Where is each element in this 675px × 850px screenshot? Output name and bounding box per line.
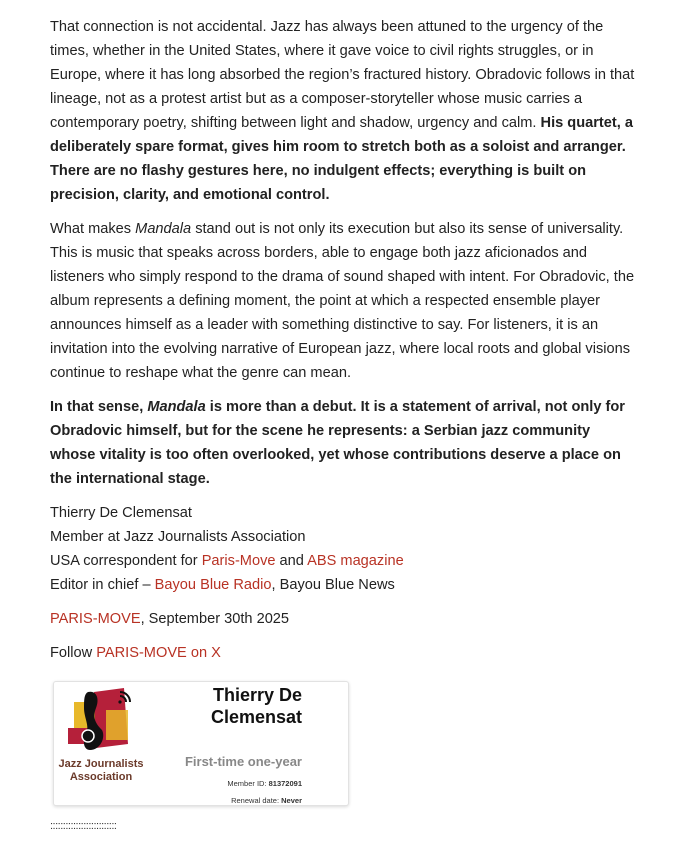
text-segment: What makes <box>50 221 136 237</box>
org-name: Jazz Journalists Association <box>58 758 144 783</box>
text-segment: and <box>275 553 308 569</box>
text-segment: , Bayou Blue News <box>271 577 395 593</box>
paragraph <box>50 395 635 491</box>
member-name: Thierry De Clemensat <box>210 685 302 727</box>
text-segment: is more than a debut. It is a statement of arrival, not only for Obradovic himself, but for the scene he represents: a Serbian jazz community whose vitality is too often overlooked, yet whose contributions deserve a place on the international stage. <box>50 399 625 487</box>
link[interactable]: Paris-Move <box>201 553 276 569</box>
renewal-label: Renewal date: <box>231 796 282 805</box>
member-id <box>227 779 302 788</box>
signature-line <box>50 525 635 549</box>
member-id-label: Member ID: <box>227 779 269 788</box>
follow-line <box>50 641 635 665</box>
member-id-value: 81372091 <box>268 779 302 788</box>
paragraph <box>50 15 635 207</box>
signature-line <box>50 549 635 573</box>
text-segment: Thierry De Clemensat <box>50 505 192 521</box>
renewal-date <box>231 796 302 805</box>
text-segment: stand out is not only its execution but also its sense of universality. This is music that speaks across borders, able to engage both jazz aficionados and listeners who simply respond to the drama of sound shaped with intent. For Obradovic, the album represents a defining moment, the point at which a respected ensemble player announces himself as a leader with something distinctive to say. For listeners, it is an invitation into the evolving narrative of European jazz, where local roots and global visions continue to reshape what the genre can mean. <box>50 221 635 381</box>
paragraph <box>50 217 635 385</box>
text-segment: Editor in chief – <box>50 577 155 593</box>
link[interactable]: PARIS-MOVE on X <box>96 645 221 661</box>
separator: :::::::::::::::::::::::::: <box>50 820 117 832</box>
text-segment: Member at Jazz Journalists Association <box>50 529 306 545</box>
text-segment: His quartet, a deliberately spare format, gives him room to stretch both as a soloist and arranger. There are no flashy gestures here, no indulgent effects; everything is built on precision, clarity, and emotional control. <box>50 115 633 203</box>
text-segment: Mandala <box>147 399 206 415</box>
link[interactable]: ABS magazine <box>307 553 404 569</box>
dateline <box>50 607 635 631</box>
text-segment: In that sense, <box>50 399 148 415</box>
link[interactable]: PARIS-MOVE <box>50 611 141 627</box>
article-body <box>50 15 635 675</box>
text-segment: That connection is not accidental. Jazz has always been attuned to the urgency of the times, whether in the United States, where it gave voice to civil rights struggles, or in Europe, where it has long absorbed the region’s fractured history. Obradovic follows in that lineage, not as a protest artist but as a composer-storyteller whose music carries a contemporary poetry, shifting between light and shadow, urgency and calm. <box>50 19 635 131</box>
author-signature <box>50 501 635 597</box>
jja-logo <box>66 688 136 758</box>
member-card <box>53 681 349 806</box>
link[interactable]: Bayou Blue Radio <box>154 577 272 593</box>
membership-tier: First-time one-year <box>184 754 302 769</box>
text-segment: Mandala <box>135 221 192 237</box>
text-segment: Follow <box>50 645 97 661</box>
text-segment: , September 30th 2025 <box>140 611 290 627</box>
text-segment: USA correspondent for <box>50 553 202 569</box>
signature-line <box>50 573 635 597</box>
signature-line <box>50 501 635 525</box>
renewal-value: Never <box>281 796 302 805</box>
